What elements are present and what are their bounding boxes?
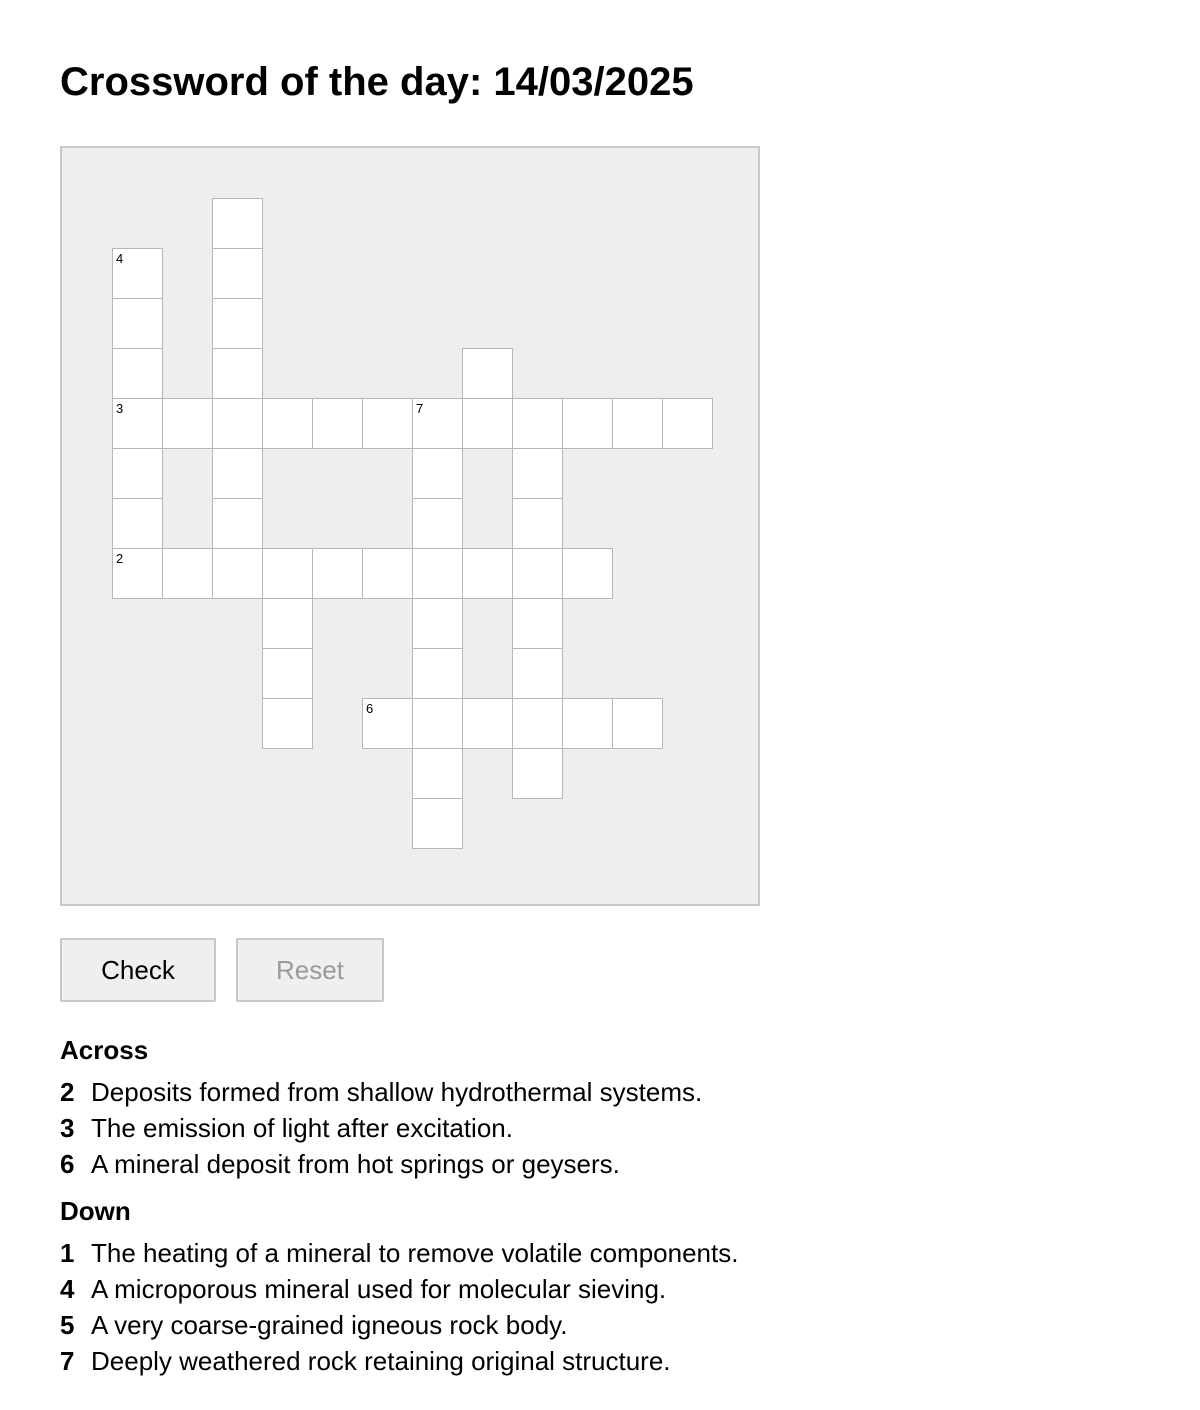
across-clue-list — [60, 1074, 1160, 1182]
crossword-cell[interactable] — [512, 498, 563, 549]
down-clue — [60, 1235, 1160, 1271]
across-clue — [60, 1074, 1160, 1110]
crossword-cell[interactable] — [262, 398, 313, 449]
clue-number: 5 — [60, 1310, 75, 1340]
crossword-cell[interactable] — [112, 548, 163, 599]
check-button[interactable]: Check — [60, 938, 216, 1002]
crossword-cell[interactable] — [512, 448, 563, 499]
crossword-cell[interactable] — [112, 298, 163, 349]
crossword-cell[interactable] — [612, 398, 663, 449]
down-clues — [60, 1193, 1160, 1379]
crossword-cell[interactable] — [262, 698, 313, 749]
across-clue — [60, 1146, 1160, 1182]
across-clue — [60, 1110, 1160, 1146]
crossword-cell[interactable] — [512, 648, 563, 699]
crossword-cell[interactable] — [462, 348, 513, 399]
crossword-cell[interactable] — [262, 598, 313, 649]
crossword-cell[interactable] — [212, 348, 263, 399]
crossword-cell[interactable] — [112, 348, 163, 399]
crossword-cell[interactable] — [212, 198, 263, 249]
clue-text: A mineral deposit from hot springs or geysers. — [91, 1149, 620, 1179]
clue-text: Deposits formed from shallow hydrothermal systems. — [91, 1077, 703, 1107]
clue-text: The emission of light after excitation. — [91, 1113, 513, 1143]
clue-number: 4 — [60, 1274, 75, 1304]
clue-number-label: 7 — [416, 401, 424, 416]
down-heading: Down — [60, 1196, 131, 1226]
clue-number-label: 6 — [366, 701, 374, 716]
crossword-cell[interactable] — [112, 498, 163, 549]
crossword-cell[interactable] — [412, 648, 463, 699]
clue-text: The heating of a mineral to remove volatile components. — [91, 1238, 739, 1268]
crossword-cell[interactable] — [212, 248, 263, 299]
down-clue — [60, 1271, 1160, 1307]
crossword-cell[interactable] — [362, 398, 413, 449]
crossword-cell[interactable] — [112, 448, 163, 499]
crossword-cell[interactable] — [512, 698, 563, 749]
crossword-cell[interactable] — [562, 398, 613, 449]
crossword-cell[interactable] — [112, 248, 163, 299]
crossword-grid — [60, 146, 760, 906]
clue-number: 2 — [60, 1077, 75, 1107]
crossword-cell[interactable] — [362, 698, 413, 749]
clue-text: Deeply weathered rock retaining original structure. — [91, 1346, 671, 1376]
crossword-cell[interactable] — [212, 298, 263, 349]
crossword-cell[interactable] — [162, 398, 213, 449]
crossword-cell[interactable] — [212, 498, 263, 549]
crossword-cell[interactable] — [112, 398, 163, 449]
crossword-cell[interactable] — [462, 398, 513, 449]
across-heading: Across — [60, 1035, 149, 1065]
crossword-cell[interactable] — [262, 548, 313, 599]
crossword-cell[interactable] — [512, 598, 563, 649]
clue-number-label: 4 — [116, 251, 124, 266]
crossword-cell[interactable] — [212, 448, 263, 499]
clue-text: A microporous mineral used for molecular sieving. — [91, 1274, 667, 1304]
reset-button[interactable]: Reset — [236, 938, 384, 1002]
clues-panel — [60, 1032, 1160, 1379]
crossword-cell[interactable] — [512, 398, 563, 449]
clue-number-label: 2 — [116, 551, 124, 566]
crossword-cell[interactable] — [412, 398, 463, 449]
down-clue — [60, 1343, 1160, 1379]
crossword-cell[interactable] — [512, 548, 563, 599]
crossword-cell[interactable] — [562, 698, 613, 749]
crossword-cell[interactable] — [562, 548, 613, 599]
crossword-cell[interactable] — [412, 698, 463, 749]
down-clue-list — [60, 1235, 1160, 1379]
crossword-cell[interactable] — [612, 698, 663, 749]
crossword-cell[interactable] — [412, 748, 463, 799]
crossword-cell[interactable] — [412, 448, 463, 499]
crossword-cell[interactable] — [212, 398, 263, 449]
page-title: Crossword of the day: 14/03/2025 — [60, 60, 694, 104]
crossword-cell[interactable] — [412, 548, 463, 599]
crossword-cell[interactable] — [262, 648, 313, 699]
crossword-cell[interactable] — [512, 748, 563, 799]
clue-text: A very coarse-grained igneous rock body. — [91, 1310, 568, 1340]
crossword-cell[interactable] — [312, 548, 363, 599]
down-clue — [60, 1307, 1160, 1343]
crossword-cell[interactable] — [462, 548, 513, 599]
crossword-cell[interactable] — [412, 798, 463, 849]
crossword-cell[interactable] — [162, 548, 213, 599]
crossword-cell[interactable] — [362, 548, 413, 599]
crossword-cell[interactable] — [412, 498, 463, 549]
clue-number: 3 — [60, 1113, 75, 1143]
crossword-cell[interactable] — [662, 398, 713, 449]
clue-number: 1 — [60, 1238, 75, 1268]
crossword-cell[interactable] — [312, 398, 363, 449]
clue-number-label: 3 — [116, 401, 124, 416]
across-clues — [60, 1032, 1160, 1182]
clue-number: 7 — [60, 1346, 75, 1376]
crossword-cell[interactable] — [212, 548, 263, 599]
clue-number: 6 — [60, 1149, 75, 1179]
crossword-cell[interactable] — [412, 598, 463, 649]
crossword-cell[interactable] — [462, 698, 513, 749]
